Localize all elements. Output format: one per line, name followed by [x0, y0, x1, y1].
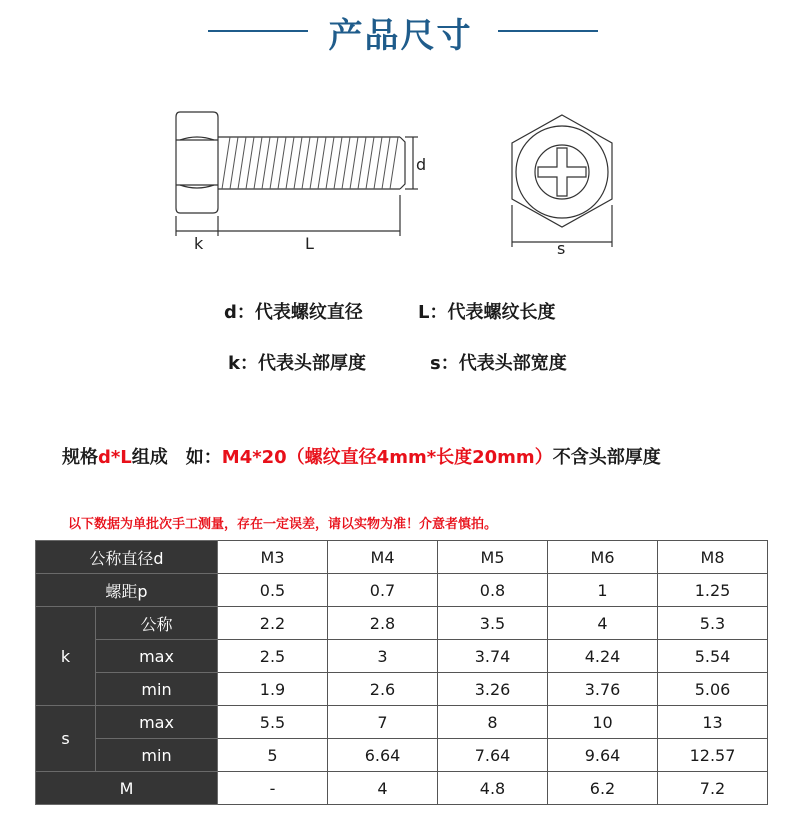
table-cell: 1: [548, 574, 658, 607]
table-cell: 8: [438, 706, 548, 739]
thread-lines: [222, 137, 398, 189]
legend-text: 代表头部宽度: [458, 353, 567, 374]
table-cell: 5.06: [658, 673, 768, 706]
dimension-table: [35, 540, 768, 805]
spec-suffix: 组成 如：: [131, 447, 222, 468]
table-cell: 3.76: [548, 673, 658, 706]
legend-key: d：: [224, 302, 255, 323]
table-cell: 5: [218, 739, 328, 772]
table-cell: 4: [548, 607, 658, 640]
table-cell: 6.2: [548, 772, 658, 805]
row-header-s-max: max: [96, 706, 218, 739]
table-cell: M8: [658, 541, 768, 574]
legend-key: k：: [228, 353, 258, 374]
spec-line: [62, 443, 661, 469]
table-row-size: [36, 541, 768, 574]
table-cell: 3.26: [438, 673, 548, 706]
page-title: 产品尺寸: [328, 16, 473, 56]
table-cell: 5.54: [658, 640, 768, 673]
table-cell: 6.64: [328, 739, 438, 772]
table-cell: 10: [548, 706, 658, 739]
phillips-cross-icon: [538, 148, 586, 196]
table-cell: 13: [658, 706, 768, 739]
legend-text: 代表螺纹长度: [447, 302, 556, 323]
legend-key: L：: [418, 302, 448, 323]
table-row-k-nominal: [36, 607, 768, 640]
table-row-s-max: [36, 706, 768, 739]
table-cell: 12.57: [658, 739, 768, 772]
legend-text: 代表头部厚度: [257, 353, 366, 374]
spec-tail: 不含头部厚度: [552, 447, 661, 468]
row-header-k-min: min: [96, 673, 218, 706]
table-cell: 2.6: [328, 673, 438, 706]
row-header-m: M: [36, 772, 218, 805]
table-cell: 0.7: [328, 574, 438, 607]
table-cell: M4: [328, 541, 438, 574]
table-cell: 4.24: [548, 640, 658, 673]
screw-side-view: [176, 112, 418, 236]
row-header-nominal-diameter: 公称直径d: [36, 541, 218, 574]
table-row-m: [36, 772, 768, 805]
row-group-k: k: [36, 607, 96, 706]
table-cell: 2.2: [218, 607, 328, 640]
table-cell: 1.25: [658, 574, 768, 607]
label-k: k: [194, 234, 204, 253]
row-header-s-min: min: [96, 739, 218, 772]
table-cell: M6: [548, 541, 658, 574]
label-L: L: [305, 234, 314, 253]
spec-example: M4*20（螺纹直径4mm*长度20mm）: [221, 447, 553, 468]
label-d: d: [416, 155, 427, 174]
legend-key: s：: [430, 353, 459, 374]
legend-text: 代表螺纹直径: [254, 302, 363, 323]
legend-s: [430, 349, 567, 375]
table-cell: 0.8: [438, 574, 548, 607]
label-s: s: [557, 239, 566, 258]
table-row-s-min: [36, 739, 768, 772]
table-cell: M3: [218, 541, 328, 574]
table-cell: 2.8: [328, 607, 438, 640]
table-cell: 9.64: [548, 739, 658, 772]
legend-L: [418, 298, 555, 324]
table-cell: 4: [328, 772, 438, 805]
spec-formula: d*L: [98, 447, 132, 468]
spec-prefix: 规格: [62, 447, 98, 468]
measurement-note: 以下数据为单批次手工测量，存在一定误差，请以实物为准！介意者慎拍。: [68, 517, 498, 532]
row-header-k-max: max: [96, 640, 218, 673]
legend-d: [224, 298, 363, 324]
screw-top-view: [512, 115, 612, 247]
table-cell: 7.64: [438, 739, 548, 772]
table-cell: M5: [438, 541, 548, 574]
table-row-pitch: [36, 574, 768, 607]
table-cell: 0.5: [218, 574, 328, 607]
table-row-k-max: [36, 640, 768, 673]
table-cell: 2.5: [218, 640, 328, 673]
row-group-s: s: [36, 706, 96, 772]
screw-diagram: [0, 95, 801, 265]
table-cell: 1.9: [218, 673, 328, 706]
row-header-k-nominal: 公称: [96, 607, 218, 640]
title-line-right: [498, 30, 598, 32]
legend-k: [228, 349, 366, 375]
table-cell: 3: [328, 640, 438, 673]
row-header-pitch: 螺距p: [36, 574, 218, 607]
table-cell: 7.2: [658, 772, 768, 805]
table-cell: 5.5: [218, 706, 328, 739]
table-cell: 4.8: [438, 772, 548, 805]
table-cell: 3.74: [438, 640, 548, 673]
table-cell: 3.5: [438, 607, 548, 640]
table-cell: 5.3: [658, 607, 768, 640]
table-cell: -: [218, 772, 328, 805]
table-cell: 7: [328, 706, 438, 739]
table-row-k-min: [36, 673, 768, 706]
